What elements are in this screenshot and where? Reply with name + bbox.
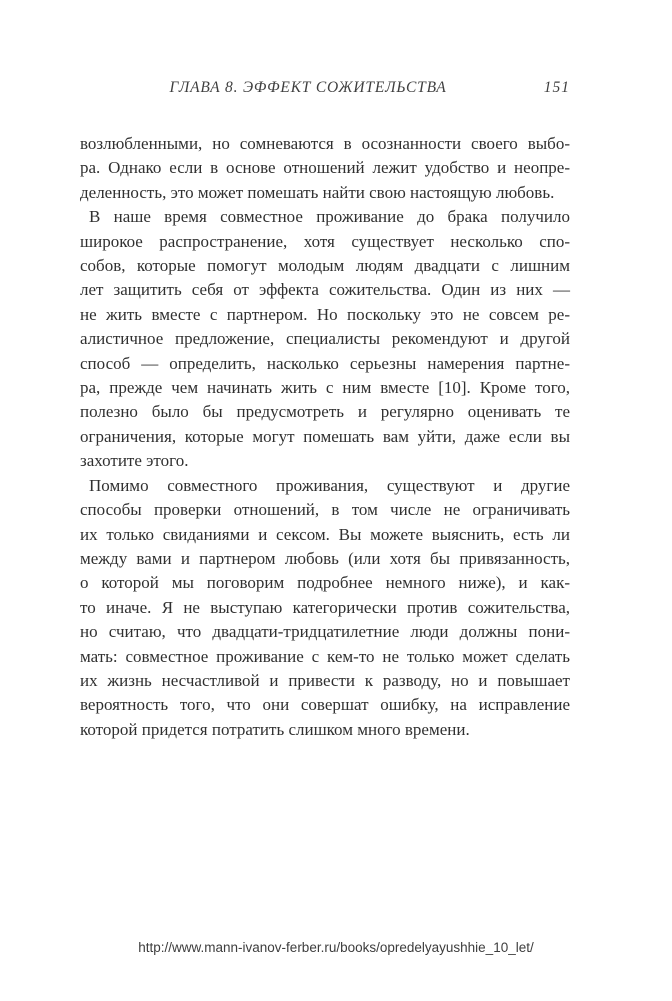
page-number: 151 <box>543 79 570 96</box>
text-line: но считаю, что двадцати-тридцатилетние люди должны пони- <box>80 622 570 642</box>
text-line: возлюбленными, но сомневаются в осознанности своего выбо- <box>80 134 570 153</box>
text-line: не жить вместе с партнером. Но поскольку это не совсем ре- <box>80 304 570 324</box>
text-line: собов, которые помогут молодым людям двадцати с лишним <box>80 256 570 276</box>
page-body <box>80 132 570 742</box>
text-line: их жизнь несчастливой и привести к разводу, но и повышает <box>80 670 570 690</box>
text-line: способы проверки отношений, в том числе не ограничивать <box>80 500 570 520</box>
paragraph <box>80 205 570 473</box>
text-line: которой придется потратить слишком много времени. <box>80 719 470 739</box>
text-line: между вами и партнером любовь (или хотя бы привязанность, <box>80 548 570 568</box>
text-line: деленность, это может помешать найти свою настоящую любовь. <box>80 182 555 202</box>
text-line: о которой мы поговорим подробнее немного ниже), и как- <box>80 573 570 593</box>
text-line: ра. Однако если в основе отношений лежит удобство и неопре- <box>80 158 570 178</box>
footer-url[interactable]: http://www.mann-ivanov-ferber.ru/books/opredelyayushhie_10_let/ <box>138 940 534 955</box>
text-line: В наше время совместное проживание до брака получило <box>89 207 570 227</box>
text-line: алистичное предложение, специалисты рекомендуют и другой <box>80 329 570 349</box>
text-line: Помимо совместного проживания, существуют и другие <box>89 475 570 495</box>
running-header <box>80 78 570 100</box>
text-line: ограничения, которые могут помешать вам уйти, даже если вы <box>80 426 570 446</box>
text-line: способ — определить, насколько серьезны намерения партне- <box>80 353 570 373</box>
text-line: лет защитить себя от эффекта сожительства. Один из них — <box>80 280 570 300</box>
chapter-running-title: ГЛАВА 8. ЭФФЕКТ СОЖИТЕЛЬСТВА <box>169 79 447 96</box>
paragraph <box>80 132 570 205</box>
page-footer <box>0 939 672 957</box>
text-line: ра, прежде чем начинать жить с ним вместе [10]. Кроме того, <box>80 378 570 398</box>
text-line: то иначе. Я не выступаю категорически против сожительства, <box>80 597 570 617</box>
text-line: мать: совместное проживание с кем-то не только может сделать <box>80 646 570 666</box>
text-line: их только свиданиями и сексом. Вы можете выяснить, есть ли <box>80 524 570 544</box>
text-line: вероятность того, что они совершат ошибку, на исправление <box>80 695 570 715</box>
text-line: захотите этого. <box>80 451 189 471</box>
text-line: полезно было бы предусмотреть и регулярно оценивать те <box>80 402 570 422</box>
paragraph <box>80 474 570 742</box>
text-line: широкое распространение, хотя существует несколько спо- <box>80 231 570 251</box>
